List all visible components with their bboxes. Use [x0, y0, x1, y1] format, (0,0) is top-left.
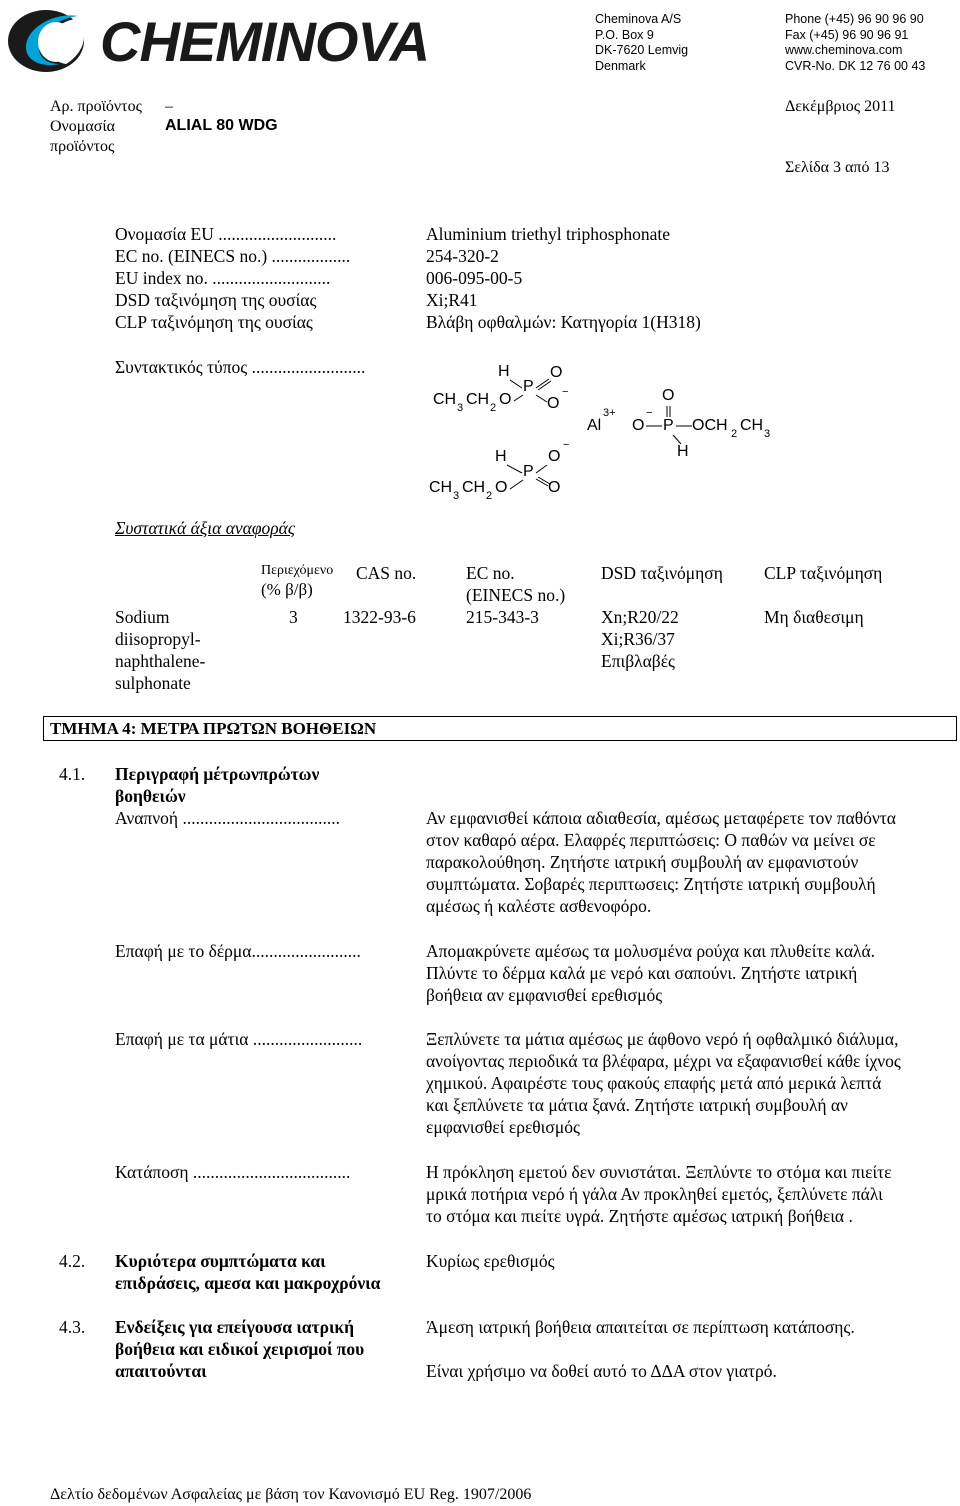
- address-line: Cheminova A/S: [595, 12, 682, 26]
- subscript: 2: [731, 428, 738, 440]
- table-header-cas: CAS no.: [356, 563, 417, 583]
- product-no-label: Αρ. προϊόντος: [50, 98, 142, 115]
- company-logo: [6, 6, 496, 76]
- reference-components-heading: Συστατικά άξια αναφοράς: [115, 518, 295, 538]
- atom-h: H: [495, 448, 507, 465]
- section-4-2-number: 4.2.: [59, 1251, 86, 1271]
- address-line: P.O. Box 9: [595, 27, 654, 42]
- eu-name-label: Ονομασία EU ...........................: [115, 224, 337, 244]
- inhalation-label: Αναπνοή ....................................: [115, 808, 340, 828]
- atom-p: P: [523, 378, 534, 395]
- page-footer: Δελτίο δεδομένων Ασφαλείας με βάση τον Κανονισμό EU Reg. 1907/2006: [50, 1486, 532, 1503]
- table-header-dsd: DSD ταξινόμηση: [601, 563, 723, 583]
- dsd-class-label: DSD ταξινόμηση της ουσίας: [115, 290, 317, 310]
- section-4-1-title: Περιγραφή μέτρωνπρώτων βοηθειών: [115, 764, 320, 806]
- logo-wordmark: CHEMINOVA: [100, 10, 430, 73]
- eu-index-value: 006-095-00-5: [426, 268, 523, 288]
- section-4-header: [43, 716, 957, 741]
- section-4-3-text-1: Άμεση ιατρική βοήθεια απαιτείται σε περίπτωση κατάποσης.: [426, 1317, 855, 1337]
- eye-contact-label: Επαφή με τα μάτια .........................: [115, 1029, 363, 1049]
- dsd-class-value: Xi;R41: [426, 290, 478, 310]
- atom-o: O: [662, 387, 675, 404]
- atom-p: P: [523, 463, 534, 480]
- ingestion-label: Κατάποση ....................................: [115, 1162, 351, 1182]
- subscript: 3: [453, 490, 460, 502]
- cheminova-swoosh-icon: [6, 6, 90, 74]
- subscript: 2: [486, 490, 493, 502]
- component-content: 3: [289, 607, 298, 627]
- charge-minus: −: [563, 439, 570, 451]
- table-header-clp: CLP ταξινόμηση: [764, 563, 883, 583]
- ec-no-label: EC no. (EINECS no.) ..................: [115, 246, 351, 266]
- component-ec: 215-343-3: [466, 607, 539, 627]
- component-clp: Μη διαθεσιμη: [764, 607, 864, 627]
- atom-al: Al: [587, 417, 602, 434]
- charge-minus: −: [646, 407, 653, 419]
- eu-index-label: EU index no. ...........................: [115, 268, 331, 288]
- company-contact: [785, 12, 925, 74]
- atom-o: O: [548, 448, 561, 465]
- atom-och: OCH: [692, 417, 728, 434]
- subscript: 2: [490, 402, 497, 414]
- atom-ch: CH: [433, 391, 457, 408]
- product-name-label: Ονομασία προϊόντος: [50, 118, 116, 155]
- product-no-value: –: [165, 98, 173, 115]
- charge-minus: −: [562, 386, 569, 398]
- molecule-bonds: [420, 355, 800, 505]
- atom-o: O: [495, 479, 508, 496]
- atom-ch: CH: [429, 479, 453, 496]
- clp-class-label: CLP ταξινόμηση της ουσίας: [115, 312, 313, 332]
- contact-phone: Phone (+45) 96 90 96 90: [785, 12, 924, 26]
- page-number: Σελίδα 3 από 13: [785, 159, 890, 176]
- atom-o: O: [632, 417, 645, 434]
- inhalation-text: Αν εμφανισθεί κάποια αδιαθεσία, αμέσως μεταφέρετε τον παθόντα στον καθαρό αέρα. Ελαφρές περιπτώσεις: Ο παθών να μείνει σε παρακολούθηση. Ζητήστε ιατρική συμβουλή αν εμφανιστούν συμπτώματα. Σοβαρές περιπτωσεις: Ζητήστε ιατρική συμβουλή αμέσως ή καλέστε ασθενοφόρο.: [426, 808, 896, 916]
- contact-cvr: CVR-No. DK 12 76 00 43: [785, 58, 926, 73]
- section-4-2-title: Κυριότερα συμπτώματα και επιδράσεις, αμεσα και μακροχρόνια: [115, 1251, 381, 1293]
- eye-contact-text: Ξεπλύνετε τα μάτια αμέσως με άφθονο νερό ή οφθαλμικό διάλυμα, ανοίγοντας περιοδικά τα βλέφαρα, μέχρι να εξαφανισθεί κάθε ίχνος χημικού. Αφαιρέστε τους φακούς επαφής μετά από μερικά λεπτά και ξεπλύνετε τα μάτια ξανά. Ζητήστε ιατρική συμβουλή αν εμφανισθεί ερεθισμός: [426, 1029, 901, 1137]
- component-cas: 1322-93-6: [343, 607, 416, 627]
- charge-3plus: 3+: [603, 407, 616, 419]
- structural-formula-label: Συντακτικός τύπος ..........................: [115, 357, 366, 377]
- section-4-title: ΤΜΗΜΑ 4: ΜΕΤΡΑ ΠΡΩΤΩΝ ΒΟΗΘΕΙΩΝ: [50, 719, 377, 738]
- subscript: 3: [764, 428, 771, 440]
- section-4-3-title: Ενδείξεις για επείγουσα ιατρική βοήθεια και ειδικοί χειρισμοί που απαιτούνται: [115, 1317, 365, 1381]
- skin-contact-text: Απομακρύνετε αμέσως τα μολυσμένα ρούχα και πλυθείτε καλά. Πλύντε το δέρμα καλά με νερό και σαπούνι. Ζητήστε ιατρική βοήθεια αν εμφανισθεί ερεθισμός: [426, 941, 876, 1005]
- document-date: Δεκέμβριος 2011: [785, 98, 896, 115]
- atom-o: O: [548, 479, 561, 496]
- contact-web: www.cheminova.com: [785, 43, 903, 57]
- contact-fax: Fax (+45) 96 90 96 91: [785, 27, 909, 42]
- section-4-3-text-2: Είναι χρήσιμο να δοθεί αυτό το ΔΔΑ στον γιατρό.: [426, 1361, 777, 1381]
- address-line: Denmark: [595, 58, 646, 73]
- subscript: 3: [457, 402, 464, 414]
- atom-ch: CH: [462, 479, 486, 496]
- atom-h: H: [498, 363, 510, 380]
- atom-ch: CH: [466, 391, 490, 408]
- section-4-1-number: 4.1.: [59, 764, 86, 784]
- component-name: Sodium diisopropyl- naphthalene- sulphonate: [115, 607, 206, 693]
- product-name-value: ALIAL 80 WDG: [165, 117, 278, 134]
- ec-no-value: 254-320-2: [426, 246, 499, 266]
- component-dsd: Xn;R20/22 Xi;R36/37 Επιβλαβές: [601, 607, 679, 671]
- skin-contact-label: Επαφή με το δέρμα.........................: [115, 941, 361, 961]
- ingestion-text: Η πρόκληση εμετού δεν συνιστάται. Ξεπλύντε το στόμα και πιείτε μρικά ποτήρια νερό ή γάλα Αν προκληθεί εμετός, ξεπλύνετε πάλι το στόμα και πιείτε υγρά. Ζητήστε αμέσως ιατρική βοήθεια .: [426, 1162, 892, 1226]
- table-header-ec: EC no. (EINECS no.): [466, 563, 566, 605]
- table-header-content: Περιεχόμενο (% β/β): [261, 563, 334, 599]
- substance-values: [426, 223, 701, 333]
- section-4-3-number: 4.3.: [59, 1317, 86, 1337]
- atom-p: P: [663, 417, 674, 434]
- atom-o: O: [547, 395, 560, 412]
- section-4-2-text: Κυρίως ερεθισμός: [426, 1251, 555, 1271]
- substance-labels: [115, 223, 350, 333]
- atom-ch: CH: [740, 417, 764, 434]
- company-address: [595, 12, 688, 74]
- atom-h: H: [677, 443, 689, 460]
- eu-name-value: Aluminium triethyl triphosphonate: [426, 224, 671, 244]
- clp-class-value: Βλάβη οφθαλμών: Κατηγορία 1(H318): [426, 312, 701, 332]
- address-line: DK-7620 Lemvig: [595, 43, 689, 57]
- structural-formula: [420, 355, 800, 505]
- atom-o: O: [550, 364, 563, 381]
- atom-o: O: [499, 391, 512, 408]
